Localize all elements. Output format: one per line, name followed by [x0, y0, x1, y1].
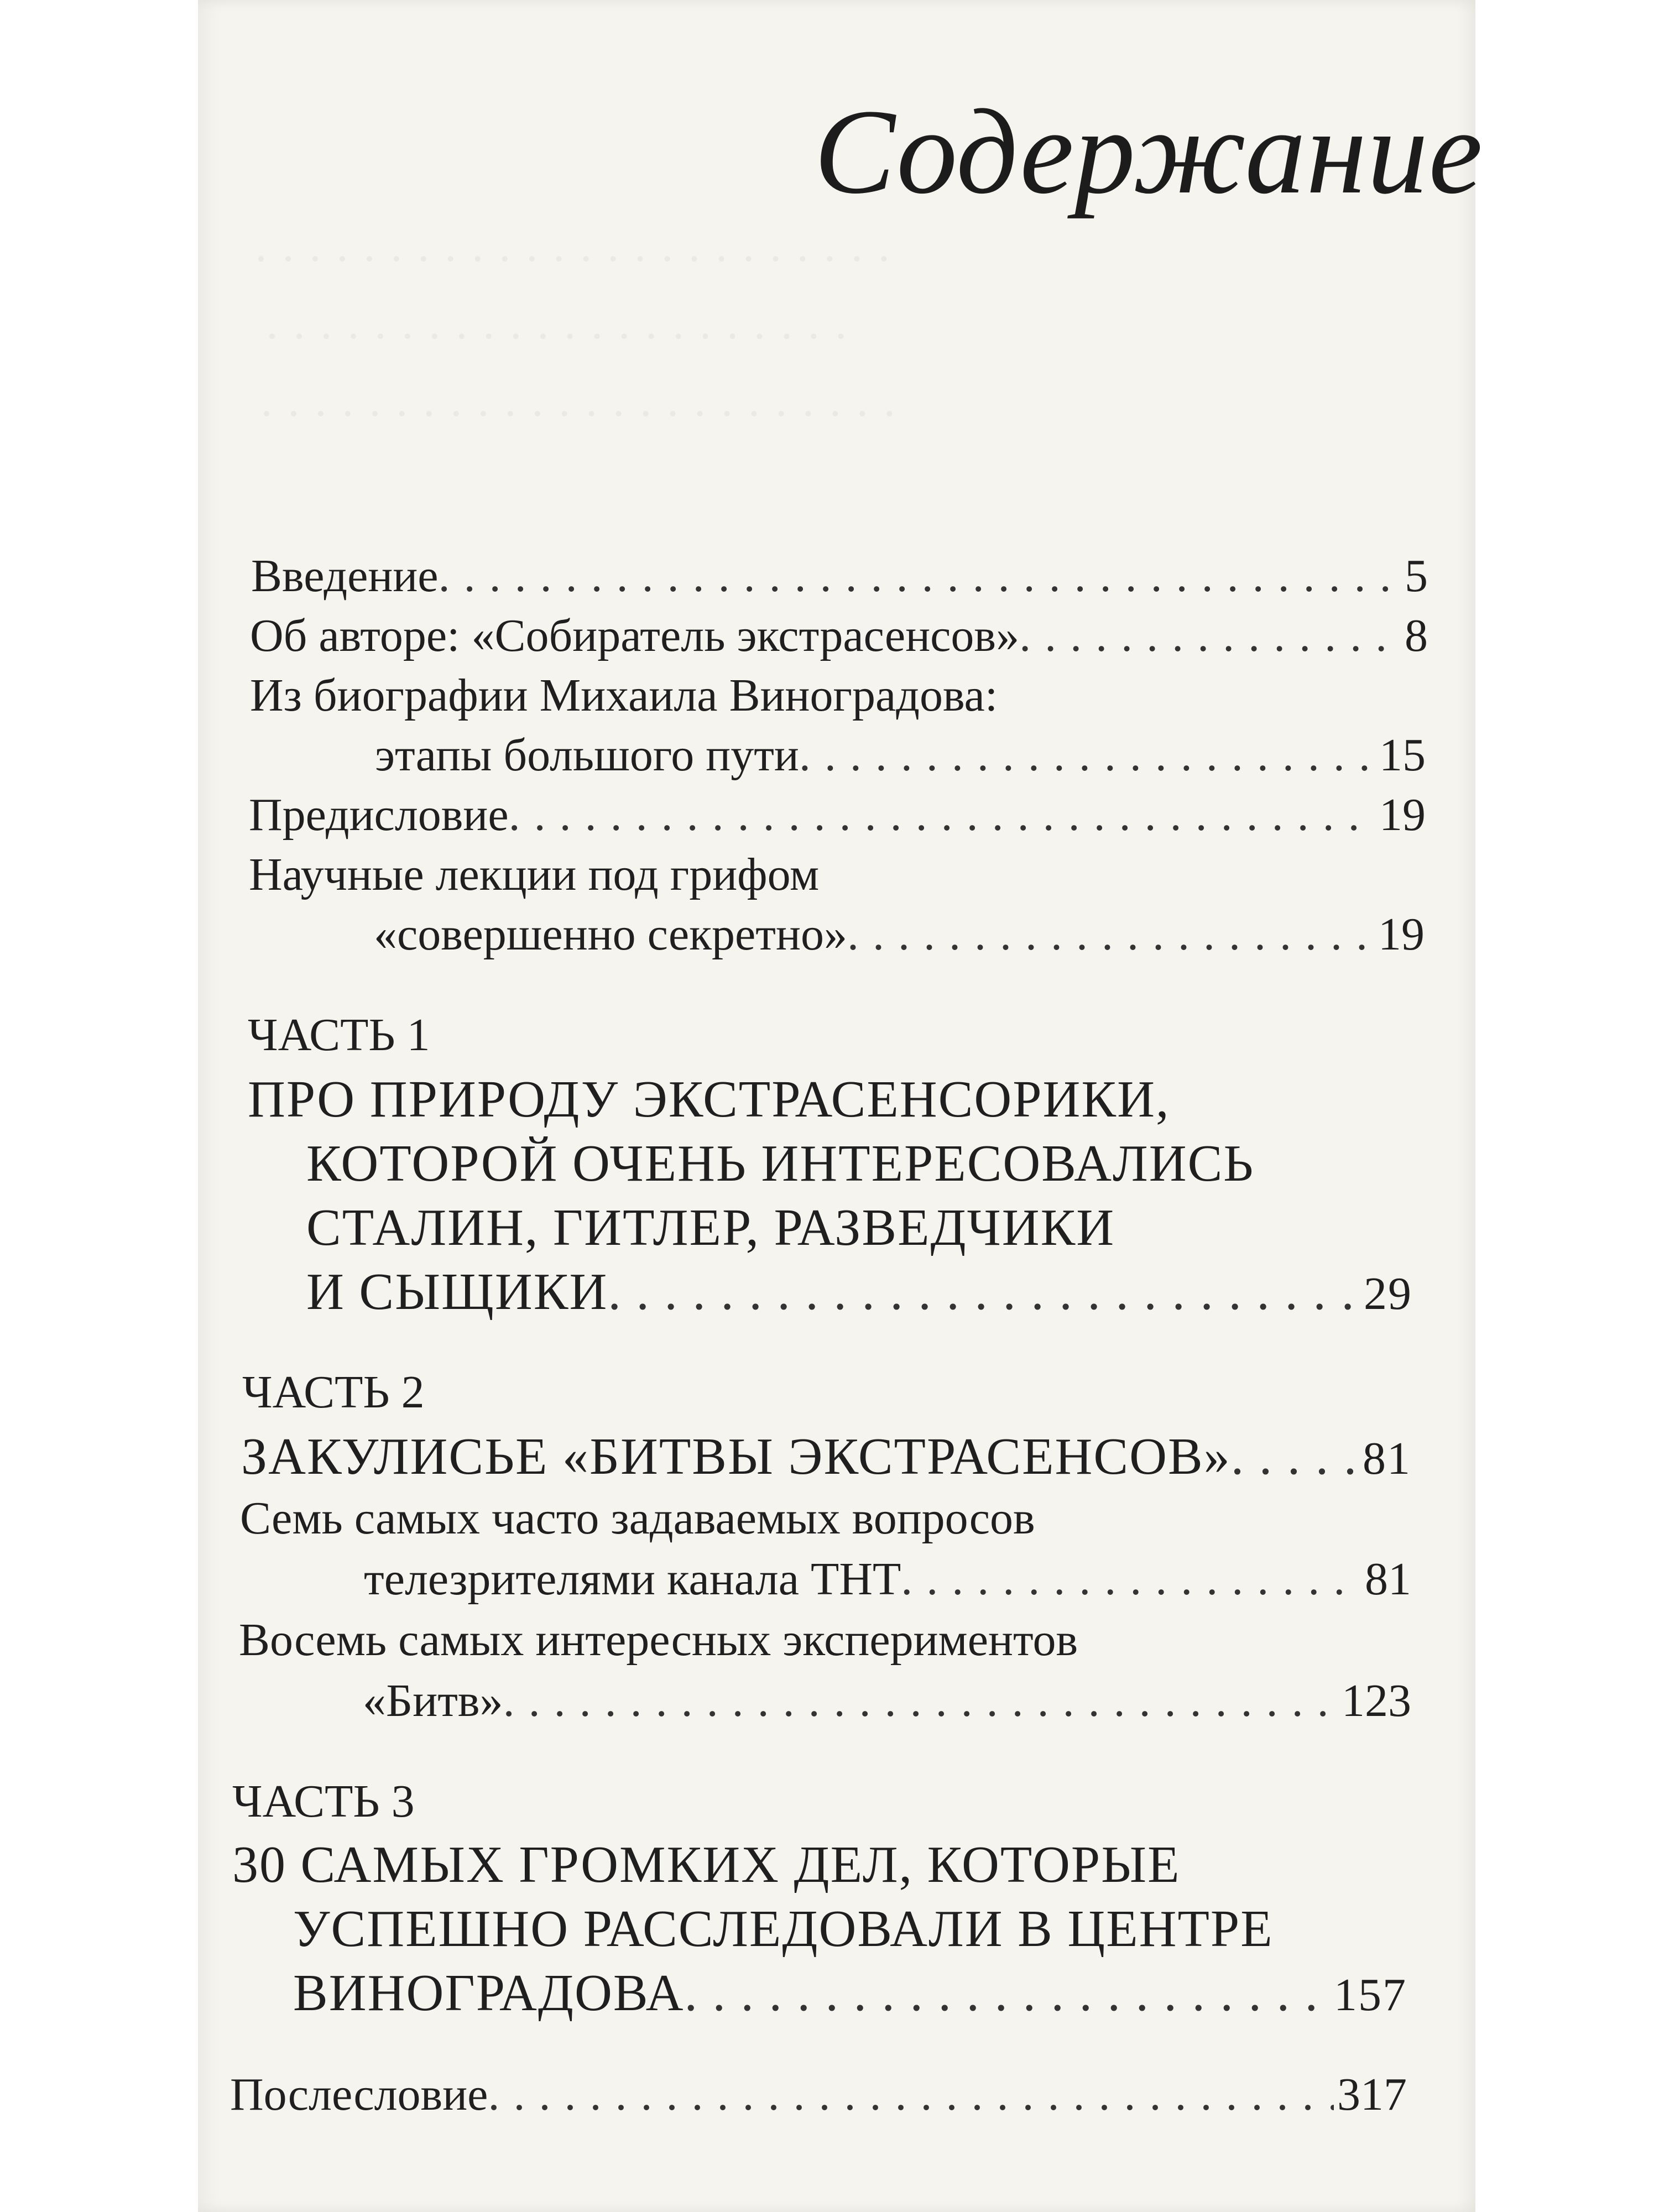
toc-entry-text: ЗАКУЛИСЬЕ «БИТВЫ ЭКСТРАСЕНСОВ»	[241, 1428, 1231, 1485]
dot-leader	[439, 549, 1401, 604]
toc-entry-text: Об авторе: «Собиратель экстрасенсов»	[250, 610, 1020, 661]
dot-leader	[1231, 1429, 1359, 1484]
dot-leader	[847, 907, 1375, 962]
toc-entry-text: Предисловие	[249, 789, 509, 841]
bleed-through-texture: · · · · · · · · · · · · · · · · · · · · · ·	[264, 311, 849, 362]
part3-label: ЧАСТЬ 3	[232, 1776, 415, 1827]
dot-leader	[509, 787, 1376, 843]
book-page	[198, 0, 1484, 2212]
toc-entry-lectures-line1: Научные лекции под грифом	[249, 849, 820, 900]
toc-page-number: 19	[1378, 909, 1425, 960]
dot-leader	[488, 2067, 1334, 2122]
part1-title-line1: ПРО ПРИРОДУ ЭКСТРАСЕНСОРИКИ,	[248, 1071, 1170, 1128]
page-title: Содержание	[814, 84, 1484, 219]
part2-title	[241, 1429, 1411, 1486]
toc-entry-text: телезрителями канала ТНТ	[364, 1553, 901, 1605]
dot-leader	[1019, 608, 1401, 664]
toc-entry-text: Введение	[251, 550, 439, 602]
toc-page-number: 8	[1405, 610, 1428, 661]
toc-entry-intro	[251, 549, 1428, 604]
toc-entry-text: Послесловие	[230, 2069, 488, 2120]
toc-page-number: 157	[1334, 1969, 1407, 2021]
part1-title-line3: СТАЛИН, ГИТЛЕР, РАЗВЕДЧИКИ	[306, 1199, 1115, 1256]
toc-page-number: 81	[1365, 1553, 1411, 1605]
dot-leader	[503, 1673, 1338, 1729]
toc-entry-about	[250, 608, 1428, 664]
toc-entry-text: И СЫЩИКИ	[306, 1263, 608, 1321]
toc-page-number: 317	[1337, 2069, 1407, 2120]
toc-entry-lectures-line2	[374, 907, 1425, 962]
part2-item1-line2	[364, 1552, 1411, 1607]
part2-label: ЧАСТЬ 2	[242, 1366, 425, 1418]
part3-title-line1: 30 САМЫХ ГРОМКИХ ДЕЛ, КОТОРЫЕ	[232, 1836, 1181, 1893]
toc-entry-text: «Битв»	[363, 1675, 503, 1726]
toc-page-number: 19	[1379, 789, 1426, 841]
part1-title-line4	[306, 1264, 1412, 1322]
dot-leader	[608, 1264, 1360, 1319]
dot-leader	[799, 728, 1376, 783]
toc-entry-text: «совершенно секретно»	[374, 909, 847, 960]
bleed-through-texture: · · · · · · · · · · · · · · · · · · · · · · · ·	[259, 388, 898, 440]
part3-title-line3	[293, 1965, 1407, 2023]
toc-page-number: 123	[1342, 1675, 1411, 1726]
toc-entry-bio-line1: Из биографии Михаила Виноградова:	[250, 670, 998, 721]
dot-leader	[901, 1552, 1361, 1607]
part2-item1-line1: Семь самых часто задаваемых вопросов	[240, 1493, 1035, 1544]
toc-page-number: 5	[1405, 550, 1428, 602]
toc-page-number: 29	[1364, 1268, 1412, 1319]
table-of-contents	[198, 0, 1475, 2212]
toc-entry-afterword	[230, 2067, 1407, 2122]
toc-page-number: 15	[1379, 729, 1426, 781]
part1-label: ЧАСТЬ 1	[248, 1009, 430, 1061]
toc-entry-preface	[249, 787, 1426, 843]
part2-item2-line2	[363, 1673, 1411, 1729]
toc-entry-text: ВИНОГРАДОВА	[293, 1964, 685, 2022]
part1-title-line2: КОТОРОЙ ОЧЕНЬ ИНТЕРЕСОВАЛИСЬ	[306, 1135, 1255, 1192]
toc-entry-text: этапы большого пути	[375, 729, 799, 781]
part2-item2-line1: Восемь самых интересных экспериментов	[239, 1614, 1078, 1666]
toc-page-number: 81	[1363, 1433, 1411, 1484]
part3-title-line2: УСПЕШНО РАССЛЕДОВАЛИ В ЦЕНТРЕ	[293, 1900, 1274, 1958]
bleed-through-texture: · · · · · · · · · · · · · · · · · · · · · · · ·	[253, 233, 892, 285]
toc-entry-bio-line2	[375, 728, 1426, 783]
dot-leader	[685, 1965, 1331, 2021]
